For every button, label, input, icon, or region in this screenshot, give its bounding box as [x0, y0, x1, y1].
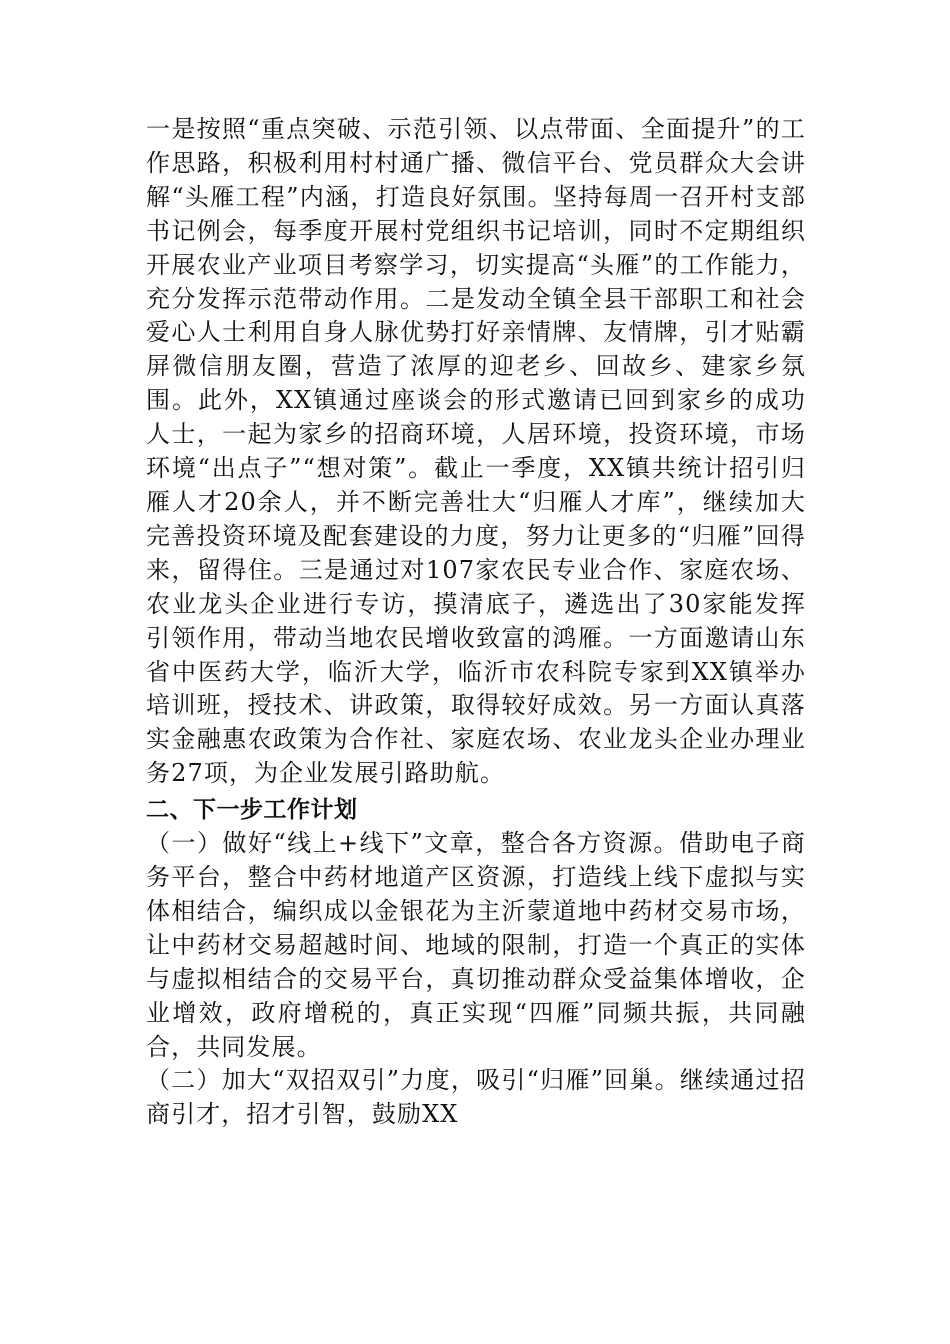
paragraph-attract-investment: （二）加大“双招双引”力度，吸引“归雁”回巢。继续通过招商引才，招才引智，鼓励XX	[146, 1066, 806, 1129]
section-heading-next-steps: 二、下一步工作计划	[146, 797, 358, 824]
paragraph-online-offline: （一）做好“线上+线下”文章，整合各方资源。借助电子商务平台，整合中药材地道产区资源，打造线上线下虚拟与实体相结合，编织成以金银花为主沂蒙道地中药材交易市场，让中药材交易超越时间、地域的限制，打造一个真正的实体与虚拟相结合的交易平台，真切推动群众受益集体增收，企业增效，政府增税的，真正实现“四雁”同频共振，共同融合，共同发展。	[146, 829, 806, 1061]
document-body	[146, 113, 806, 1132]
paragraph-work-measures: 一是按照“重点突破、示范引领、以点带面、全面提升”的工作思路，积极利用村村通广播、微信平台、党员群众大会讲解“头雁工程”内涵，打造良好氛围。坚持每周一召开村支部书记例会，每季度开展村党组织书记培训，同时不定期组织开展农业产业项目考察学习，切实提高“头雁”的工作能力，充分发挥示范带动作用。二是发动全镇全县干部职工和社会爱心人士利用自身人脉优势打好亲情牌、友情牌，引才贴霸屏微信朋友圈，营造了浓厚的迎老乡、回故乡、建家乡氛围。此外，XX镇通过座谈会的形式邀请已回到家乡的成功人士，一起为家乡的招商环境，人居环境，投资环境，市场环境“出点子”“想对策”。截止一季度，XX镇共统计招引归雁人才20余人，并不断完善壮大“归雁人才库”，继续加大完善投资环境及配套建设的力度，努力让更多的“归雁”回得来，留得住。三是通过对107家农民专业合作、家庭农场、农业龙头企业进行专访，摸清底子，遴选出了30家能发挥引领作用，带动当地农民增收致富的鸿雁。一方面邀请山东省中医药大学，临沂大学，临沂市农科院专家到XX镇举办培训班，授技术、讲政策，取得较好成效。另一方面认真落实金融惠农政策为合作社、家庭农场、农业龙头企业办理业务27项，为企业发展引路助航。	[146, 115, 806, 788]
